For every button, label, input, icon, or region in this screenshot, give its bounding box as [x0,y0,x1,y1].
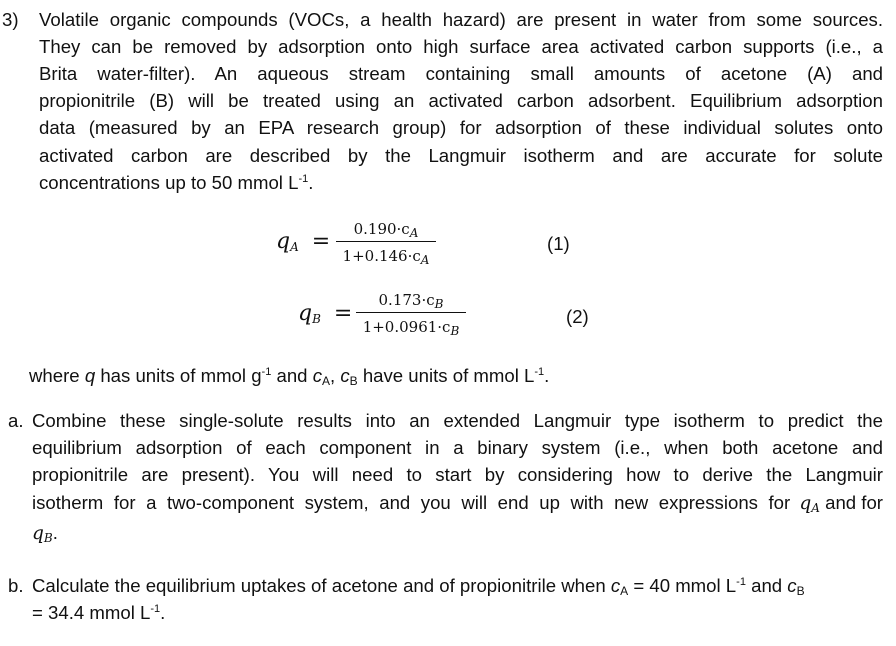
equation-1-lhs [276,229,330,254]
part-b-cA: c [610,575,621,596]
part-a-qA-sub: A [811,501,820,515]
problem-line-6: activated carbon are described by the Langmuir isotherm and are accurate for solute [39,145,883,166]
units-text-3: and [271,365,313,386]
units-cA-sub: A [321,374,330,388]
eq1-numerator [336,220,436,238]
units-sup-1: -1 [261,366,272,378]
part-b-line-1-text [32,572,805,599]
eq2-denominator-text: 1+0.0961·c [362,318,451,336]
part-b-line-1 [32,572,883,599]
part-b-sup-1: -1 [736,576,746,588]
part-b-label: b. [8,575,24,596]
problem-number: 3) [2,9,19,30]
units-q: q [84,365,96,386]
eq1-numerator-text: 0.190·c [353,220,410,238]
part-a-qB-var: q [32,523,44,544]
part-b-end: . [160,602,166,623]
problem-line-3: Brita water-filter). An aqueous stream containing small amounts of acetone (A) and [39,63,883,84]
eq1-denominator-text: 1+0.146·c [342,247,421,265]
eq2-q: q [298,301,313,326]
equation-2-fraction [356,291,466,336]
eq2-denominator [356,318,466,336]
eq1-q-sub: A [290,240,299,254]
eq1-equals: = [311,229,331,254]
units-cB-sub: B [349,374,358,388]
problem-line-1: Volatile organic compounds (VOCs, a health hazard) are present in water from some sources. [39,9,883,30]
equation-2-lhs [298,301,352,326]
units-comma: , [330,365,341,386]
part-b-and: and [745,575,788,596]
part-a-line-2: equilibrium adsorption of each component in a binary system (i.e., when both acetone and [32,437,883,458]
part-a-line-3: propionitrile are present). You will need to start by considering how to derive the Langmuir [32,464,883,485]
problem-line-7-text: concentrations up to 50 mmol L [39,172,299,193]
period: . [308,172,314,193]
part-b-cB: c [787,575,797,596]
units-cA: c [312,365,322,386]
part-a-qA [799,489,820,517]
part-a-qB-sub: B [43,531,53,545]
part-a-label: a. [8,410,24,431]
part-a-end: . [52,522,58,543]
part-b-line-2 [32,599,165,626]
part-a-line-4 [32,489,883,517]
part-a-line-4-main: isotherm for a two-component system, and you will end up with new expressions for [32,492,796,513]
eq2-numerator-sub: B [434,297,444,311]
eq1-numerator-sub: A [409,226,419,240]
part-a-and-for: and for [819,492,883,513]
units-cB: c [340,365,350,386]
part-a-line-1: Combine these single-solute results into an extended Langmuir type isotherm to predict the [32,410,883,431]
units-line [29,362,549,389]
units-text-5: . [544,365,550,386]
eq1-fraction-bar [336,241,436,242]
units-sup-2: -1 [534,366,545,378]
eq2-equals: = [333,301,353,326]
problem-line-5: data (measured by an EPA research group) for adsorption of these individual solutes onto [39,117,883,138]
problem-line-4: propionitrile (B) will be treated using an activated carbon adsorbent. Equilibrium adsorption [39,90,883,111]
eq2-fraction-bar [356,312,466,313]
part-b-line-2-text: = 34.4 mmol L [32,602,151,623]
problem-line-7 [39,169,313,196]
eq1-denominator [336,247,436,265]
unit-exponent: -1 [298,173,309,185]
part-a-line-4-text [32,489,795,517]
problem-line-2: They can be removed by adsorption onto high surface area activated carbon supports (i.e., a [39,36,883,57]
units-text-4: have units of mmol L [357,365,535,386]
eq2-numerator-text: 0.173·c [378,291,435,309]
equation-2-number: (2) [566,306,589,327]
equation-1-fraction [336,220,436,265]
eq2-q-sub: B [312,312,321,326]
eq2-numerator [356,291,466,309]
units-text-2: has units of mmol g [95,365,262,386]
part-b-cA-sub: A [620,584,629,598]
units-text-1: where [29,365,85,386]
part-b-line-1-main: Calculate the equilibrium uptakes of acetone and of propionitrile when [32,575,611,596]
equation-1-number: (1) [547,233,570,254]
eq1-q: q [276,229,291,254]
eq1-denominator-sub: A [420,253,430,267]
part-a-qA-var: q [799,493,812,514]
eq2-denominator-sub: B [450,324,460,338]
part-b-eq1: = 40 mmol L [628,575,737,596]
part-b-cB-sub: B [796,584,805,598]
part-a-line-5 [32,519,58,547]
part-b-sup-2: -1 [150,603,161,615]
